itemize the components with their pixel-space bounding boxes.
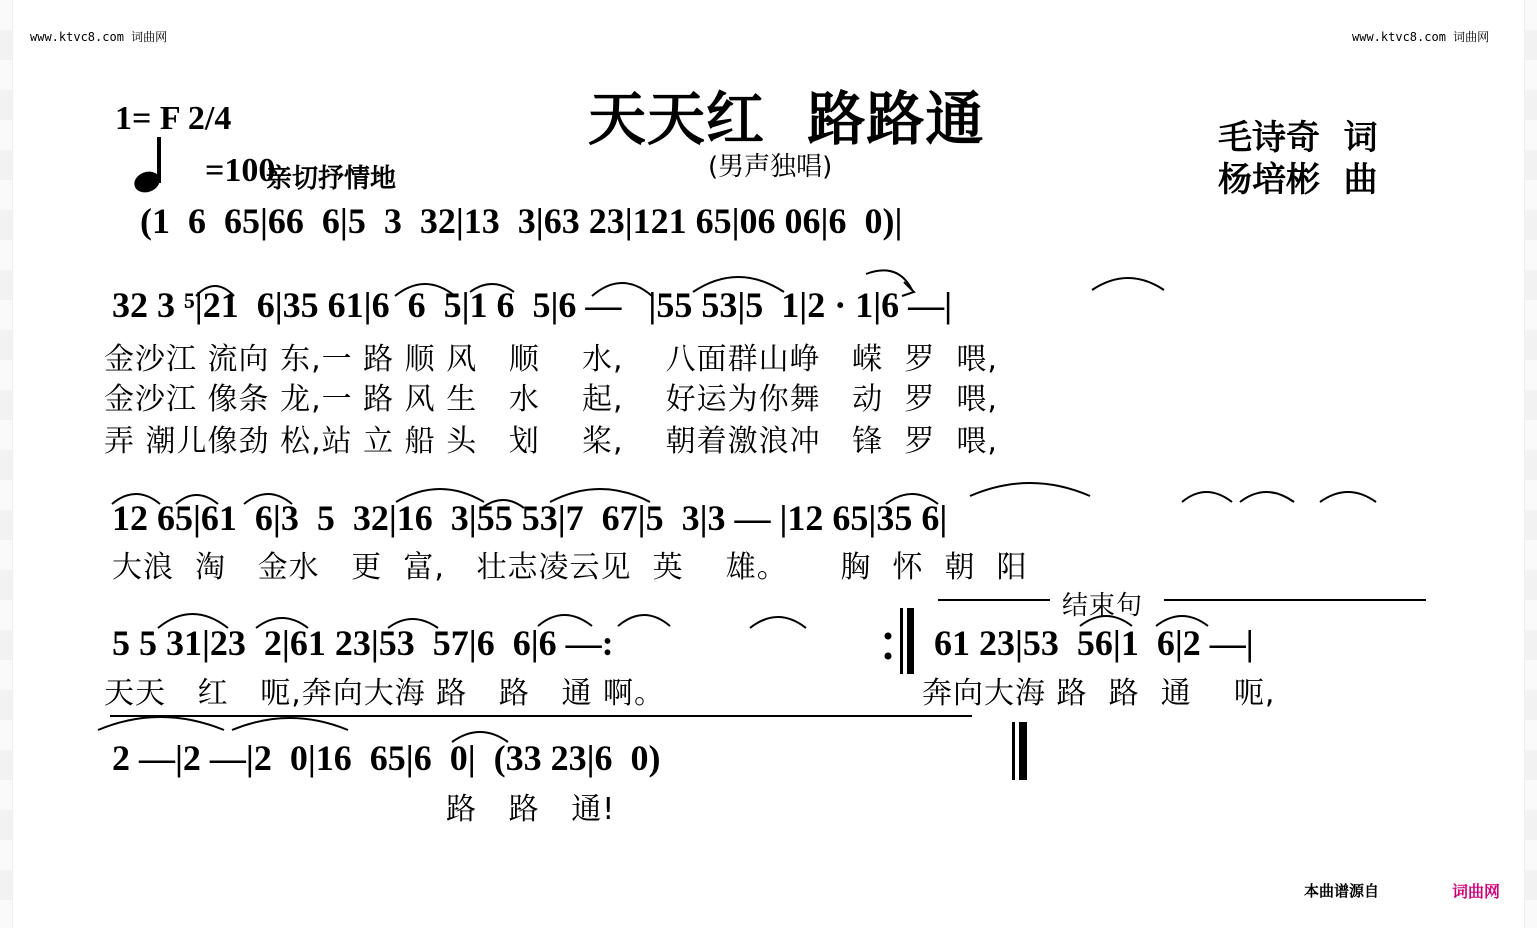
lyrics-verse-2: 金沙江 像条 龙,一 路 风 生 水 起, 好运为你舞 动 罗 喂,	[104, 382, 998, 417]
score-line-4b: 61 23|53 56|1 6|2 —|	[934, 623, 1254, 663]
brand-logo-text[interactable]: 词曲网	[1452, 882, 1501, 901]
lyrics-line-3: 大浪 淘 金水 更 富, 壮志凌云见 英 雄。 胸 怀 朝 阳	[112, 550, 1028, 585]
composer-credit: 杨培彬 曲	[1218, 160, 1378, 200]
score-line-2: 32 3 ⁵|21 6|35 61|6 6 5|1 6 5|6 — |55 53|5 1|2 · 1|6 —|	[112, 285, 953, 325]
score-line-1: (1 6 65|66 6|5 3 32|13 3|63 23|121 65|06 06|6 0)|	[140, 201, 903, 241]
song-title: 天天红 路路通	[588, 85, 985, 153]
source-text: 本曲谱源自	[1304, 882, 1380, 900]
lyrics-line-4b: 奔向大海 路 路 通 呃,	[922, 676, 1276, 711]
score-line-3: 12 65|61 6|3 5 32|16 3|55 53|7 67|5 3|3 — |12 65|35 6|	[112, 498, 948, 538]
lyrics-line-5: 路 路 通!	[446, 792, 616, 827]
lyricist-credit: 毛诗奇 词	[1218, 118, 1378, 158]
song-subtitle: (男声独唱)	[708, 152, 833, 182]
lyrics-line-4a: 天天 红 呃,奔向大海 路 路 通 啊。	[104, 676, 666, 711]
header-url-left[interactable]: www.ktvc8.com 词曲网	[30, 30, 168, 44]
tempo-marking: =100	[205, 152, 276, 189]
tempo-expression: 亲切抒情地	[266, 164, 397, 194]
score-line-4a: 5 5 31|23 2|61 23|53 57|6 6|6 —:	[112, 623, 614, 663]
header-url-right[interactable]: www.ktvc8.com 词曲网	[1352, 30, 1490, 44]
ending-label: 结束句	[1062, 591, 1144, 621]
score-line-5: 2 —|2 —|2 0|16 65|6 0| (33 23|6 0)	[112, 738, 661, 778]
key-signature: 1= F 2/4	[115, 100, 232, 137]
lyrics-verse-3: 弄 潮儿像劲 松,站 立 船 头 划 桨, 朝着激浪冲 锋 罗 喂,	[104, 424, 998, 459]
lyrics-verse-1: 金沙江 流向 东,一 路 顺 风 顺 水, 八面群山峥 嵘 罗 喂,	[104, 342, 998, 377]
